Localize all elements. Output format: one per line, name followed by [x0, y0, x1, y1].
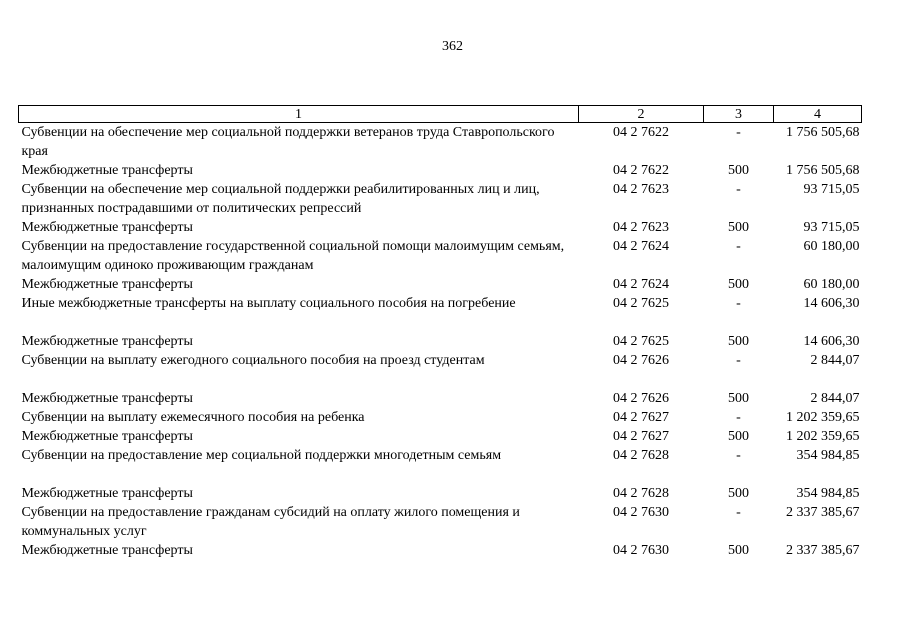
row-name: Межбюджетные трансферты: [21, 429, 193, 444]
row-amount: 60 180,00: [803, 277, 860, 292]
row-code: 04 2 7626: [613, 391, 669, 406]
row-name: Субвенции на выплату ежемесячного пособия на ребенка: [21, 410, 365, 425]
row-type: -: [736, 182, 741, 197]
row-amount: 2 337 385,67: [786, 505, 860, 520]
table-row: [19, 351, 862, 370]
row-type: -: [736, 296, 741, 311]
row-name: Межбюджетные трансферты: [21, 163, 193, 178]
row-name: Межбюджетные трансферты: [21, 220, 193, 235]
row-type: -: [736, 239, 741, 254]
table-row: [19, 389, 862, 408]
row-code: 04 2 7630: [613, 543, 669, 558]
row-code: 04 2 7630: [613, 505, 669, 520]
row-spacer: [19, 465, 862, 484]
row-name: Межбюджетные трансферты: [21, 391, 193, 406]
row-amount: 354 984,85: [796, 448, 860, 463]
row-name: Межбюджетные трансферты: [21, 277, 193, 292]
table-row: [19, 161, 862, 180]
row-amount: 1 202 359,65: [786, 429, 860, 444]
table-row: [19, 427, 862, 446]
table-row: [19, 294, 862, 313]
row-name: Иные межбюджетные трансферты на выплату социального пособия на погребение: [21, 296, 516, 311]
row-amount: 93 715,05: [803, 220, 860, 235]
row-code: 04 2 7623: [613, 220, 669, 235]
row-amount: 2 844,07: [810, 391, 860, 406]
row-code: 04 2 7627: [613, 429, 669, 444]
table-row: [19, 541, 862, 560]
row-code: 04 2 7623: [613, 182, 669, 197]
row-type: 500: [728, 277, 749, 292]
budget-table: [18, 105, 862, 560]
table-row: [19, 503, 862, 541]
row-code: 04 2 7625: [613, 296, 669, 311]
row-amount: 14 606,30: [803, 296, 860, 311]
row-name: Субвенции на выплату ежегодного социального пособия на проезд студентам: [21, 353, 485, 368]
row-amount: 60 180,00: [803, 239, 860, 254]
page-number: 362: [442, 39, 463, 54]
row-code: 04 2 7624: [613, 239, 669, 254]
row-amount: 354 984,85: [796, 486, 860, 501]
column-header-2: 2: [579, 106, 704, 123]
row-spacer: [19, 313, 862, 332]
row-type: 500: [728, 163, 749, 178]
table-header-row: [19, 106, 862, 123]
row-amount: 1 756 505,68: [786, 125, 860, 140]
row-type: 500: [728, 391, 749, 406]
row-name: Субвенции на обеспечение мер социальной поддержки ветеранов труда Ставропольского края: [21, 125, 555, 159]
table-row: [19, 218, 862, 237]
row-code: 04 2 7628: [613, 486, 669, 501]
row-name: Субвенции на предоставление мер социальной поддержки многодетным семьям: [21, 448, 502, 463]
row-type: 500: [728, 220, 749, 235]
table-row: [19, 275, 862, 294]
row-name: Субвенции на предоставление гражданам субсидий на оплату жилого помещения и коммунальных услуг: [21, 505, 520, 539]
row-type: 500: [728, 486, 749, 501]
row-type: -: [736, 505, 741, 520]
column-header-1: 1: [19, 106, 579, 123]
row-amount: 93 715,05: [803, 182, 860, 197]
row-name: Межбюджетные трансферты: [21, 334, 193, 349]
row-type: 500: [728, 429, 749, 444]
table-row: [19, 446, 862, 465]
table-row: [19, 237, 862, 275]
table-row: [19, 332, 862, 351]
row-type: -: [736, 410, 741, 425]
row-amount: 1 202 359,65: [786, 410, 860, 425]
row-amount: 14 606,30: [803, 334, 860, 349]
table-row: [19, 408, 862, 427]
row-type: -: [736, 353, 741, 368]
row-amount: 1 756 505,68: [786, 163, 860, 178]
table-row: [19, 484, 862, 503]
column-header-3: 3: [704, 106, 774, 123]
row-code: 04 2 7627: [613, 410, 669, 425]
row-name: Субвенции на обеспечение мер социальной поддержки реабилитированных лиц и лиц, признанных пострадавшими от политических репрессий: [21, 182, 540, 216]
row-type: 500: [728, 543, 749, 558]
row-type: -: [736, 448, 741, 463]
row-type: 500: [728, 334, 749, 349]
row-name: Межбюджетные трансферты: [21, 486, 193, 501]
row-name: Субвенции на предоставление государственной социальной помощи малоимущим семьям, малоимущим одиноко проживающим гражданам: [21, 239, 565, 273]
column-header-4: 4: [774, 106, 862, 123]
table-row: [19, 123, 862, 162]
row-code: 04 2 7624: [613, 277, 669, 292]
row-amount: 2 844,07: [810, 353, 860, 368]
row-spacer: [19, 370, 862, 389]
row-amount: 2 337 385,67: [786, 543, 860, 558]
row-code: 04 2 7628: [613, 448, 669, 463]
row-code: 04 2 7622: [613, 125, 669, 140]
table-row: [19, 180, 862, 218]
row-type: -: [736, 125, 741, 140]
row-name: Межбюджетные трансферты: [21, 543, 193, 558]
row-code: 04 2 7622: [613, 163, 669, 178]
row-code: 04 2 7626: [613, 353, 669, 368]
row-code: 04 2 7625: [613, 334, 669, 349]
